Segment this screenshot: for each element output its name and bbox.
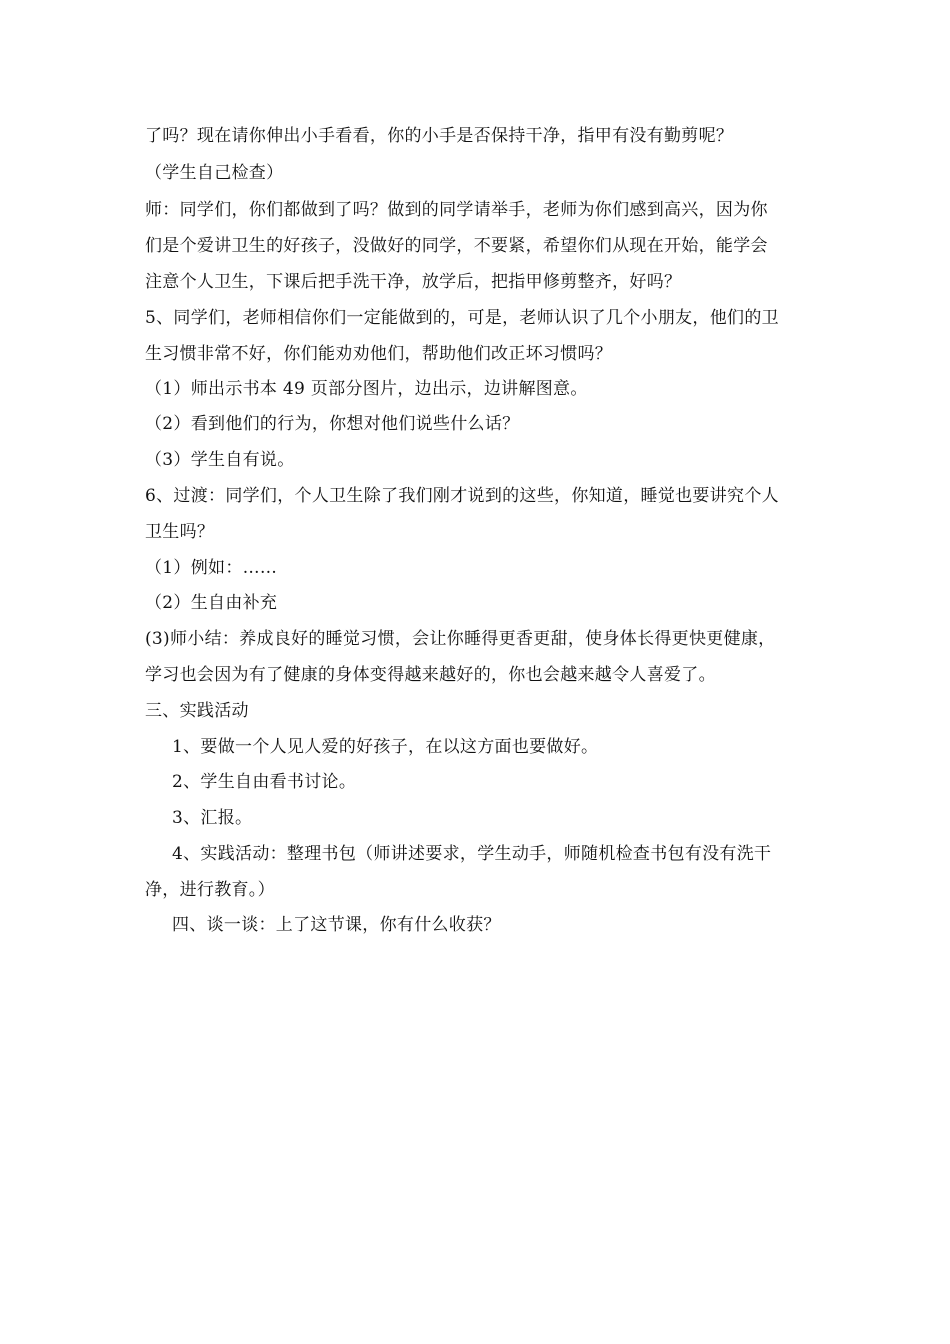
text-line: 学习也会因为有了健康的身体变得越来越好的，你也会越来越令人喜爱了。 — [145, 665, 716, 685]
text-line: 生习惯非常不好，你们能劝劝他们，帮助他们改正坏习惯吗？ — [145, 344, 613, 364]
text-line: （1）例如：…… — [145, 558, 278, 578]
text-line: 4、实践活动：整理书包（师讲述要求，学生动手，师随机检查书包有没有洗干 — [172, 844, 772, 864]
text-line: 5、同学们，老师相信你们一定能做到的，可是，老师认识了几个小朋友，他们的卫 — [145, 308, 779, 328]
text-line: 注意个人卫生，下课后把手洗干净，放学后，把指甲修剪整齐，好吗？ — [145, 272, 682, 292]
text-line: 6、过渡：同学们，个人卫生除了我们刚才说到的这些，你知道，睡觉也要讲究个人 — [145, 486, 779, 506]
text-line: 1、要做一个人见人爱的好孩子，在以这方面也要做好。 — [172, 737, 599, 757]
text-line: 2、学生自由看书讨论。 — [172, 772, 357, 792]
text-line: （2）看到他们的行为，你想对他们说些什么话？ — [145, 414, 520, 434]
section-heading: 四、谈一谈：上了这节课，你有什么收获？ — [172, 915, 501, 935]
text-line: 了吗？现在请你伸出小手看看，你的小手是否保持干净，指甲有没有勤剪呢？ — [145, 126, 734, 146]
text-line: 们是个爱讲卫生的好孩子，没做好的同学，不要紧，希望你们从现在开始，能学会 — [145, 236, 768, 256]
text-line: （1）师出示书本 49 页部分图片，边出示，边讲解图意。 — [145, 379, 588, 399]
text-line: 卫生吗？ — [145, 522, 215, 542]
section-heading: 三、实践活动 — [145, 701, 249, 721]
text-line: 师：同学们，你们都做到了吗？做到的同学请举手，老师为你们感到高兴，因为你 — [145, 200, 768, 220]
text-line: （学生自己检查） — [145, 163, 284, 183]
text-line: （2）生自由补充 — [145, 593, 278, 613]
text-line: (3)师小结：养成良好的睡觉习惯，会让你睡得更香更甜，使身体长得更快更健康， — [145, 629, 776, 649]
text-line: 净，进行教育。） — [145, 880, 275, 900]
text-line: 3、汇报。 — [172, 808, 253, 828]
text-line: （3）学生自有说。 — [145, 450, 295, 470]
